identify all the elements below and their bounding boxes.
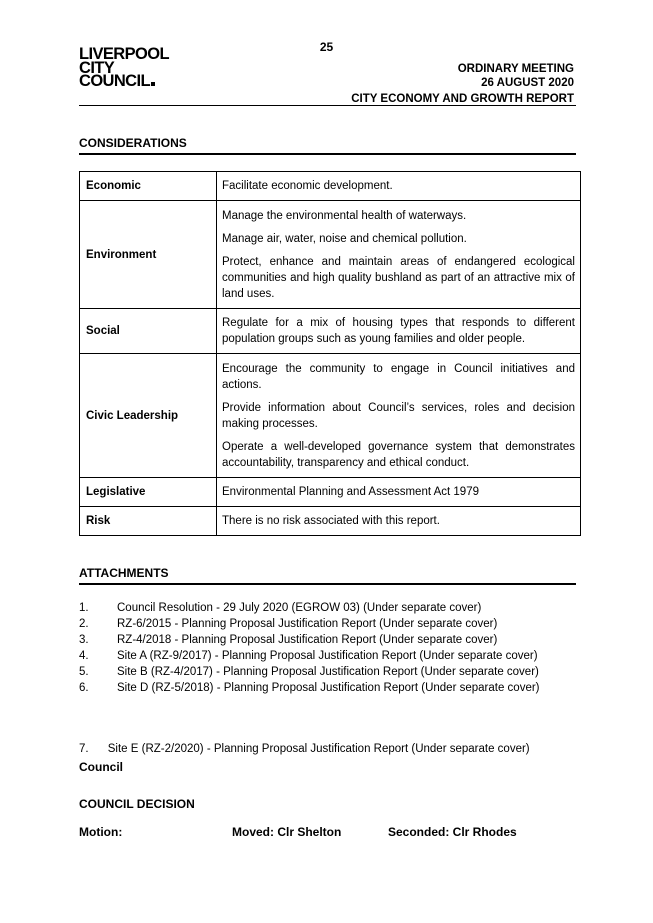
- row-value: Encourage the community to engage in Council initiatives and actions. Provide information about Council’s services, roles and decision making processes. Operate a well-developed governance system that demonstrates accountability, transparency and ethical conduct.: [217, 354, 581, 478]
- table-row: [80, 354, 581, 478]
- list-item: 4. Site A (RZ-9/2017) - Planning Proposal Justification Report (Under separate cover): [79, 650, 538, 662]
- list-item: 6. Site D (RZ-5/2018) - Planning Proposal Justification Report (Under separate cover): [79, 682, 540, 694]
- logo-line-3: COUNCIL: [79, 72, 150, 90]
- list-item: 5. Site B (RZ-4/2017) - Planning Proposal Justification Report (Under separate cover): [79, 666, 539, 678]
- row-label: Economic: [80, 172, 217, 201]
- header-divider: [79, 105, 576, 106]
- moved-by: Moved: Clr Shelton: [232, 825, 342, 839]
- row-label: Risk: [80, 507, 217, 536]
- meeting-date: 26 AUGUST 2020: [481, 77, 574, 89]
- council-logo: [79, 45, 169, 90]
- row-label: Civic Leadership: [80, 354, 217, 478]
- attachments-heading: ATTACHMENTS: [79, 566, 169, 580]
- list-item: 3. RZ-4/2018 - Planning Proposal Justification Report (Under separate cover): [79, 634, 498, 646]
- table-row: [80, 507, 581, 536]
- row-label: Social: [80, 309, 217, 354]
- attachments-list: [79, 600, 559, 696]
- report-title: CITY ECONOMY AND GROWTH REPORT: [351, 93, 574, 105]
- motion-label: Motion:: [79, 825, 123, 839]
- considerations-heading: CONSIDERATIONS: [79, 136, 187, 150]
- row-value: There is no risk associated with this report.: [217, 507, 581, 536]
- logo-dot-icon: [151, 82, 155, 86]
- logo-line-1: LIVERPOOL: [79, 45, 169, 63]
- row-value: Environmental Planning and Assessment Act 1979: [217, 478, 581, 507]
- table-row: [80, 201, 581, 309]
- council-label: Council: [79, 760, 123, 774]
- row-label: Environment: [80, 201, 217, 309]
- row-value: Facilitate economic development.: [217, 172, 581, 201]
- considerations-table: [79, 171, 581, 536]
- table-row: [80, 172, 581, 201]
- row-label: Legislative: [80, 478, 217, 507]
- attachment-item-7: 7. Site E (RZ-2/2020) - Planning Proposal Justification Report (Under separate cover): [79, 743, 530, 755]
- seconded-by: Seconded: Clr Rhodes: [388, 825, 517, 839]
- table-row: [80, 309, 581, 354]
- attachments-divider: [79, 583, 576, 585]
- list-item: 2. RZ-6/2015 - Planning Proposal Justification Report (Under separate cover): [79, 618, 498, 630]
- list-item: 1. Council Resolution - 29 July 2020 (EGROW 03) (Under separate cover): [79, 602, 482, 614]
- page-number: 25: [319, 40, 334, 54]
- logo-line-2: CITY: [79, 58, 115, 77]
- table-row: [80, 478, 581, 507]
- row-value: Regulate for a mix of housing types that responds to different population groups such as young families and older people.: [217, 309, 581, 354]
- row-value: Manage the environmental health of waterways. Manage air, water, noise and chemical pollution. Protect, enhance and maintain areas of endangered ecological communities and high quality bushland as part of an attractive mix of land uses.: [217, 201, 581, 309]
- meeting-title: ORDINARY MEETING: [457, 63, 574, 75]
- council-decision-heading: COUNCIL DECISION: [79, 797, 195, 811]
- considerations-divider: [79, 153, 576, 155]
